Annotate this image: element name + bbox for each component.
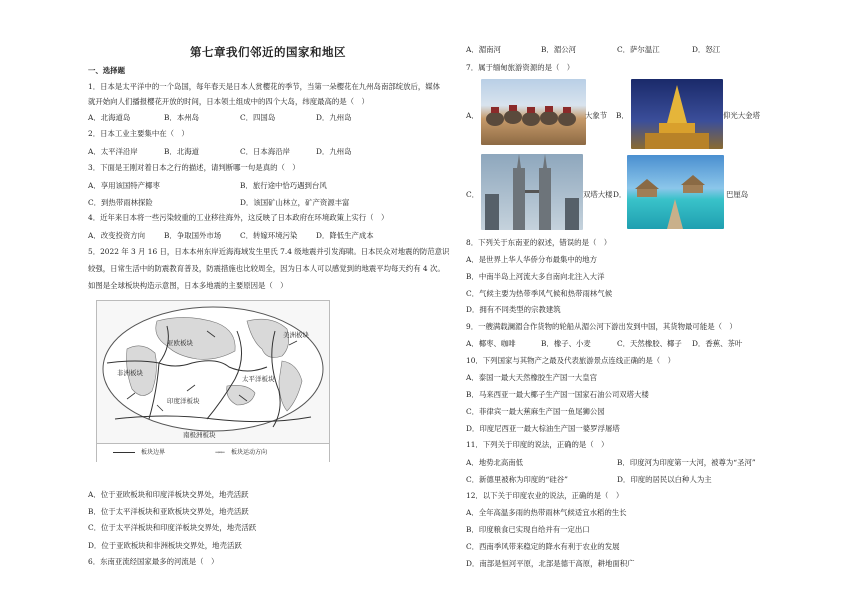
option-b-label: B． xyxy=(616,111,629,120)
option-a-label: A． xyxy=(466,111,479,120)
option: C．位于太平洋板块和印度洋板块交界处，地壳活跃 xyxy=(88,523,257,532)
twin-towers-icon xyxy=(481,154,583,230)
option: B．争取国外市场 xyxy=(164,231,222,240)
question-8: 8．下列关于东南亚的叙述，错误的是（ ） xyxy=(466,238,612,247)
map-label-pacific: 太平洋板块 xyxy=(242,375,275,383)
option: B．旅行途中恰巧遇到台风 xyxy=(240,181,327,190)
question-2: 2．日本工业主要集中在（ ） xyxy=(88,129,189,138)
option: A．享用该国特产椰枣 xyxy=(88,181,160,190)
map-label-antarctic: 南极洲板块 xyxy=(183,431,216,439)
question-3: 3．下面是王刚对着日本之行的描述，请判断哪一句是真的（ ） xyxy=(88,163,300,172)
option: C．菲律宾一最大蕉麻生产国一鱼尾狮公园 xyxy=(466,407,605,416)
option: D．降低生产成本 xyxy=(316,231,374,240)
option: A．是世界上华人华侨分布最集中的地方 xyxy=(466,255,597,264)
bali-island-photo xyxy=(627,155,724,229)
option: C．日本海沿岸 xyxy=(240,147,290,156)
pagoda-icon xyxy=(631,79,723,149)
option-a-caption: 大象节 xyxy=(585,111,608,120)
legend-arrow-icon: →← xyxy=(215,449,226,456)
option: B．位于太平洋板块和亚欧板块交界处，地壳活跃 xyxy=(88,507,249,516)
question-1-line-2: 就开始向人们播报樱花开放的时间，日本领土组成中的四个大岛，纬度最高的是（ ） xyxy=(88,97,369,106)
page-title: 第七章我们邻近的国家和地区 xyxy=(190,45,346,59)
option: D．拥有不同类型的宗教建筑 xyxy=(466,305,561,314)
map-label-african: 非洲板块 xyxy=(117,369,143,377)
option: C．到热带雨林探险 xyxy=(88,198,153,207)
option-b-caption: 仰光大金塔 xyxy=(723,111,760,120)
option: D．九州岛 xyxy=(316,113,352,122)
option: A．位于亚欧板块和印度洋板块交界处，地壳活跃 xyxy=(88,490,249,499)
option: C．转嫁环境污染 xyxy=(240,231,298,240)
question-6: 6．东南亚流经国家最多的河流是（ ） xyxy=(88,557,219,566)
question-1-line-1: 1．日本是太平洋中的一个岛国，每年春天是日本人赏樱花的季节，当第一朵樱花在九州岛南部绽放后，媒体 xyxy=(88,82,441,91)
map-label-american: 美洲板块 xyxy=(283,331,309,339)
question-7: 7．属于缅甸旅游资源的是（ ） xyxy=(466,63,575,72)
option: B．湄公河 xyxy=(541,45,576,54)
option: D．南部是恒河平原，北部是德干高原，耕地面积广 xyxy=(466,559,635,568)
option: D．九州岛 xyxy=(316,147,352,156)
question-9: 9．一艘满载澜湄合作货物的轮船从湄公河下游出发到中国，其货物最可能是（ ） xyxy=(466,322,737,331)
option-d-caption: 巴厘岛 xyxy=(726,190,749,199)
petronas-towers-photo xyxy=(481,154,583,230)
question-10: 10．下列国家与其物产之最及代表旅游景点连线正确的是（ ） xyxy=(466,356,675,365)
option: B．印度粮食已实现自给并有一定出口 xyxy=(466,525,590,534)
map-legend xyxy=(97,443,329,462)
option-d-label: D． xyxy=(613,190,627,199)
option: A．全年高温多雨的热带雨林气候适宜水稻的生长 xyxy=(466,508,627,517)
option: C．天然橡胶、椰子 xyxy=(617,339,682,348)
option: C．萨尔温江 xyxy=(617,45,660,54)
option: B．马来西亚一最大椰子生产国一国家石油公司双塔大楼 xyxy=(466,390,649,399)
map-label-eurasian: 亚欧板块 xyxy=(167,339,193,347)
section-heading: 一、选择题 xyxy=(88,66,125,75)
option: A．泰国一最大天然橡胶生产国一大皇宫 xyxy=(466,373,597,382)
question-5-line-3: 如图是全球板块构造示意图，日本多地震的主要原因是（ ） xyxy=(88,281,288,290)
question-4: 4．近年来日本将一些污染较重的工业移往海外，这反映了日本政府在环境政策上实行（ ） xyxy=(88,213,389,222)
option: D．位于亚欧板块和非洲板块交界处，地壳活跃 xyxy=(88,541,242,550)
elephant-icon xyxy=(481,79,586,145)
question-5-line-1: 5．2022 年 3 月 16 日，日本本州东岸近海海域发生里氏 7.4 级地震并引发海啸。日本民众对地震的防范意识 xyxy=(88,247,450,256)
option: C．西南季风带来稳定的降水有利于农业的发展 xyxy=(466,542,620,551)
option: B．橡子、小麦 xyxy=(541,339,591,348)
shwedagon-pagoda-photo xyxy=(631,79,723,149)
legend-boundary-line xyxy=(113,452,135,453)
question-11: 11．下列关于印度的说法，正确的是（ ） xyxy=(466,440,609,449)
option-c-caption: 双塔大楼 xyxy=(583,190,613,199)
legend-boundary-label: 板块边界 xyxy=(141,449,166,456)
option: C．新德里被称为印度的“硅谷” xyxy=(466,475,568,484)
option: C．气候主要为热带季风气候和热带雨林气候 xyxy=(466,289,613,298)
map-label-indian: 印度洋板块 xyxy=(167,397,200,405)
option: D．怒江 xyxy=(692,45,721,54)
option: D．该国矿山林立，矿产资源丰富 xyxy=(240,198,350,207)
option: A．太平洋沿岸 xyxy=(88,147,138,156)
option: A．改变投资方向 xyxy=(88,231,146,240)
option: A．湄南河 xyxy=(466,45,501,54)
option: A．椰枣、咖啡 xyxy=(466,339,516,348)
option-c-label: C． xyxy=(466,190,480,199)
option: B．北海道 xyxy=(164,147,199,156)
question-5-line-2: 较强，日常生活中的防震教育普及，防震措施也比较周全，因为日本人可以感觉到的地震平均每天约有 4 次。 xyxy=(88,264,445,273)
beach-hut-icon xyxy=(627,155,724,229)
option: A．北海道岛 xyxy=(88,113,131,122)
option: D．印度的居民以白种人为主 xyxy=(617,475,712,484)
option: C．四国岛 xyxy=(240,113,276,122)
option: B．本州岛 xyxy=(164,113,199,122)
option: B．中南半岛上河流大多自南向北注入大洋 xyxy=(466,272,605,281)
plate-map xyxy=(96,300,330,462)
legend-motion-label: 板块运动方向 xyxy=(231,449,268,456)
option: D．印度尼西亚一最大棕油生产国一婆罗浮屠塔 xyxy=(466,424,620,433)
question-12: 12．以下关于印度农业的说法，正确的是（ ） xyxy=(466,491,624,500)
option: D．香蕉、茶叶 xyxy=(692,339,743,348)
option: A．地势北高南低 xyxy=(466,458,524,467)
option: B．印度河为印度第一大河，被尊为“圣河” xyxy=(617,458,756,467)
elephant-festival-photo xyxy=(481,79,586,145)
